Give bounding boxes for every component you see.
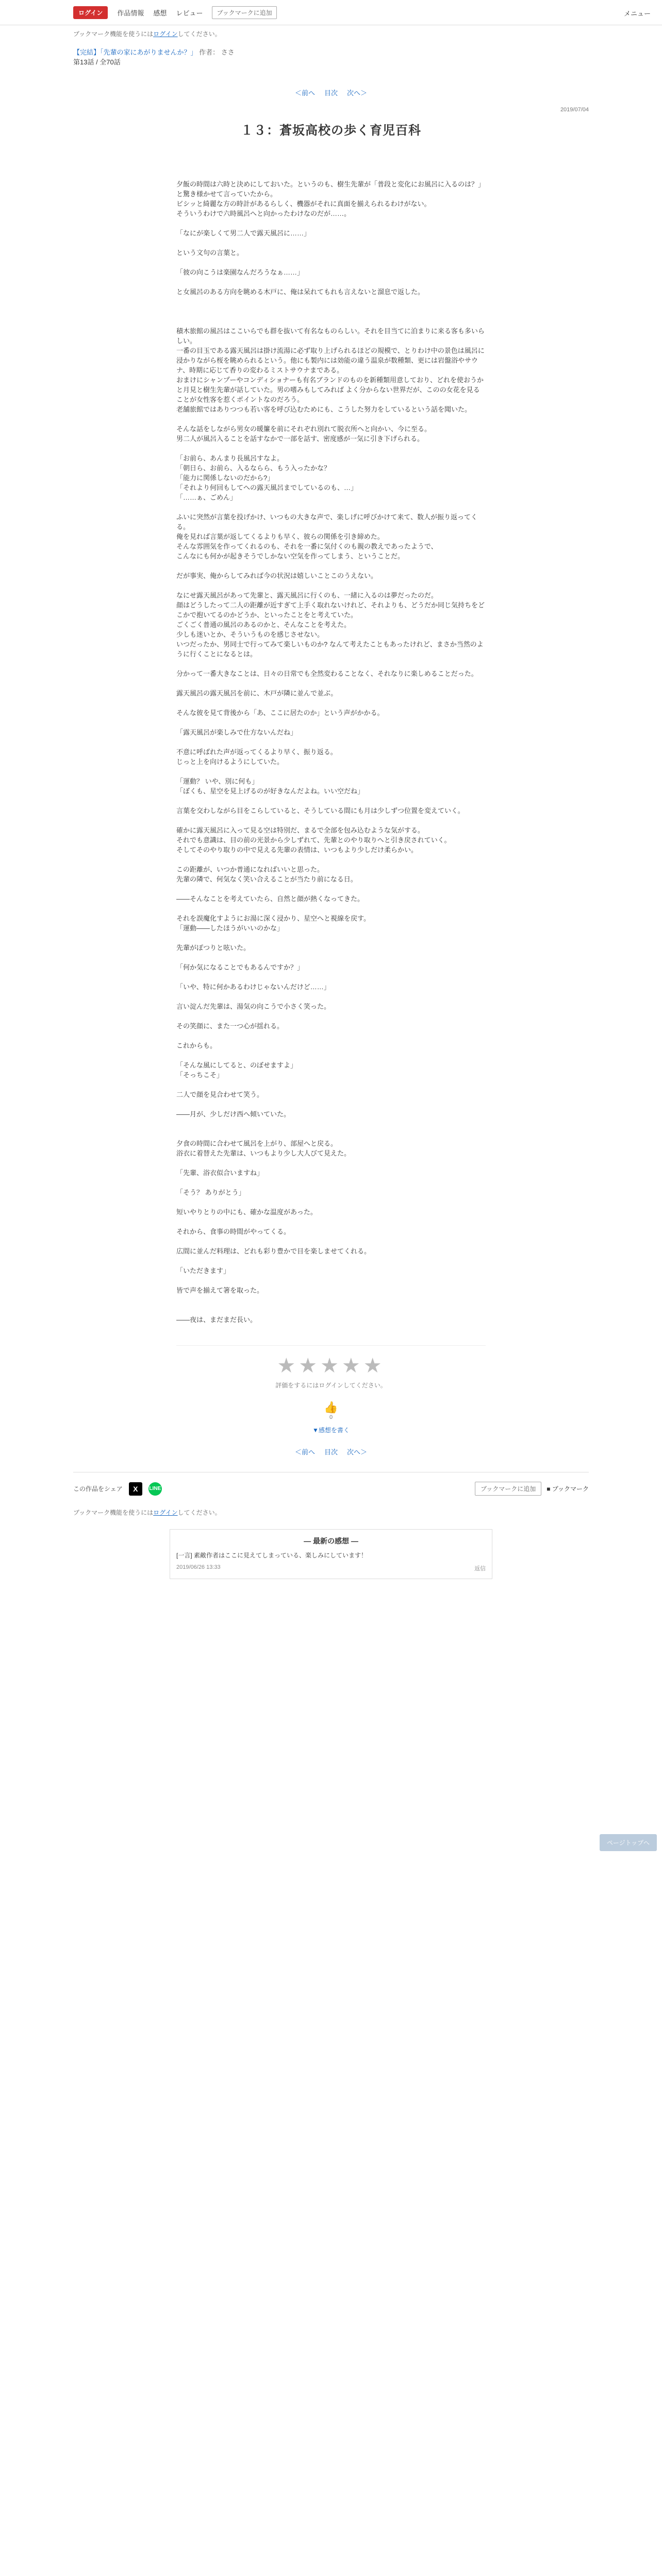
latest-impression-date: 2019/06/26 13:33 — [176, 1564, 221, 1570]
reply-button[interactable]: 返信 — [474, 1566, 486, 1572]
body-paragraph: 「何か気になることでもあるんですか？」 — [176, 963, 304, 971]
body-paragraph: 積木旅館の風呂はここいらでも群を抜いて有名なものらしい。それを目当てに泊まりに来る客も多いらしい。 — [176, 327, 485, 345]
write-impression-link[interactable]: ▼感想を書く — [312, 1427, 350, 1434]
body-paragraph: それを誤魔化すようにお湯に深く浸かり、星空へと視線を戻す。 — [176, 914, 370, 922]
body-paragraph: 老舗旅館ではありつつも若い客を呼び込むためにも、こうした努力をしているという話を聞いた。 — [176, 405, 472, 413]
body-paragraph: 夕飯の時間は六時と決めにしておいた。というのも、樹生先輩が「普段と変化にお風呂に入るのは？」と驚き様かせて言っていたから。 — [176, 180, 485, 198]
body-paragraph — [176, 561, 486, 571]
body-paragraph — [176, 316, 486, 326]
body-paragraph — [176, 718, 486, 727]
body-paragraph: ――夜は、まだまだ長い。 — [176, 1316, 257, 1324]
rating-section — [176, 1345, 486, 1434]
body-paragraph: なにせ露天風呂があって先輩と、露天風呂に行くのも、一緒に入るのは夢だったのだ。 — [176, 591, 438, 599]
body-paragraph: 「露天風呂が楽しみで仕方ないんだね」 — [176, 728, 297, 736]
body-paragraph: そしてそのやり取りの中で見える先輩の表情は、いつもより少しだけ柔らかい。 — [176, 846, 418, 854]
latest-impression-title: ― 最新の感想 ― — [304, 1537, 358, 1545]
notice-suffix-bottom: してください。 — [177, 1509, 221, 1516]
body-paragraph: という文句の言葉と。 — [176, 249, 244, 257]
novel-body — [176, 179, 486, 1325]
body-paragraph: ごくごく普通の風呂のあるのかと、そんなことを考えた。 — [176, 621, 351, 629]
body-paragraph: そういうわけで六時風呂へと向かったわけなのだが……。 — [176, 210, 351, 217]
body-paragraph — [176, 414, 486, 424]
top-navigation — [0, 0, 662, 25]
body-paragraph — [176, 1119, 486, 1129]
body-paragraph — [176, 992, 486, 1002]
body-paragraph — [176, 1305, 486, 1315]
body-paragraph: ――そんなことを考えていたら、自然と顔が熱くなってきた。 — [176, 895, 365, 903]
body-paragraph: 分かって一番大きなことは、日々の日常でも全然変わることなく、それなりに楽しめることだった。 — [176, 670, 478, 677]
body-paragraph: そんな彼を見て背後から「あ、ここに居たのか」という声がかかる。 — [176, 709, 384, 717]
body-paragraph — [176, 1080, 486, 1090]
body-paragraph: 先輩がぽつりと呟いた。 — [176, 944, 251, 952]
body-paragraph — [176, 218, 486, 228]
body-paragraph: 男二人が風呂入ることを話すなかで一部を話す、密度感が一気に引き下げられる。 — [176, 435, 424, 443]
body-paragraph — [176, 581, 486, 590]
body-paragraph: こんなにも何かが起きそうでしかない空気を作ってしまう、ということだ。 — [176, 552, 405, 560]
notice-prefix: ブックマーク機能を使うには — [73, 30, 154, 38]
body-paragraph — [176, 1256, 486, 1266]
notice-login-link[interactable]: ログイン — [153, 30, 178, 38]
body-paragraph — [176, 659, 486, 669]
nav-impressions[interactable]: 感想 — [153, 9, 167, 17]
body-paragraph — [176, 796, 486, 806]
bookmark-login-notice-bottom — [73, 1508, 589, 1517]
body-paragraph — [176, 1050, 486, 1060]
post-date: 2019/07/04 — [560, 107, 589, 113]
menu-button[interactable]: メニュー — [623, 10, 651, 18]
body-paragraph — [176, 1158, 486, 1168]
body-paragraph — [176, 972, 486, 982]
thumbs-up-icon[interactable]: 👍 — [324, 1401, 338, 1414]
body-paragraph: 二人で顔を見合わせて笑う。 — [176, 1091, 264, 1098]
share-label: この作品をシェア — [73, 1485, 123, 1493]
body-paragraph: 「彼の向こうは楽園なんだろうなぁ……」 — [176, 268, 304, 276]
body-paragraph — [176, 767, 486, 776]
body-paragraph: 短いやりとりの中にも、確かな温度があった。 — [176, 1208, 317, 1216]
body-paragraph: それから、食事の時間がやってくる。 — [176, 1228, 291, 1235]
body-paragraph — [176, 855, 486, 865]
body-paragraph: 「そっちこそ」 — [176, 1071, 224, 1079]
body-paragraph — [176, 679, 486, 688]
body-paragraph: だが事実、俺からしてみれば今の状況は嬉しいことこのうえない。 — [176, 572, 378, 580]
body-paragraph: 「なにが楽しくて男二人で露天風呂に……」 — [176, 229, 311, 237]
body-paragraph — [176, 258, 486, 267]
body-paragraph: 「いや、特に何かあるわけじゃないんだけど……」 — [176, 983, 330, 991]
share-row — [73, 1472, 589, 1496]
bookmark-login-notice — [73, 29, 589, 38]
toc-link-bottom[interactable]: 目次 — [324, 1448, 338, 1456]
body-paragraph: おまけにシャンプーやコンディショナーも有名ブランドのものを新種類用意しており、どれを使おうかと月見と樹生先輩が話していた。男の嗜みもしてみれば よく分からない世界だが、このの女花を見ることが女性客を惹くポイントなのだろう。 — [176, 376, 484, 403]
body-paragraph: それでも意識は、目の前の光景から少しずれて、先輩とのやり取りへと引き戻されていく。 — [176, 836, 451, 844]
body-paragraph: 「朝日ら、お前ら、入るならら、もう入ったかな？ — [176, 464, 331, 472]
body-paragraph: 「それより何回もしてへの露天風呂までしているのも、…」 — [176, 484, 358, 492]
body-paragraph — [176, 884, 486, 894]
body-paragraph: ――月が、少しだけ西へ傾いていた。 — [176, 1110, 291, 1118]
body-paragraph — [176, 307, 486, 316]
body-paragraph — [176, 1197, 486, 1207]
body-paragraph: ビシッと綺麗な方の時計があるらしく、機器がそれに真面を揃えられるわけがない。 — [176, 200, 431, 208]
body-paragraph: そんな話をしながら男女の暖簾を前にそれぞれ別れて脱衣所へと向かい、今に至る。 — [176, 425, 432, 433]
body-paragraph — [176, 297, 486, 307]
body-paragraph — [176, 816, 486, 825]
body-paragraph: 皆で声を揃えて箸を取った。 — [176, 1286, 264, 1294]
rating-login-notice: 評価をするにはログインしてください。 — [275, 1382, 387, 1389]
body-paragraph: 「能力に関係しないのだから?」 — [176, 474, 274, 482]
episode-pager-top — [0, 88, 662, 97]
body-paragraph — [176, 1178, 486, 1188]
body-paragraph — [176, 737, 486, 747]
body-paragraph: 「先輩、浴衣似合いますね」 — [176, 1169, 264, 1177]
body-paragraph — [176, 1011, 486, 1021]
body-paragraph — [176, 933, 486, 943]
line-share-icon[interactable]: LINE — [148, 1482, 162, 1496]
body-paragraph: ふいに突然が言葉を投げかけ、いつもの大きな声で、楽しげに呼びかけて来て、数人が振り返ってくる。 — [176, 513, 477, 531]
body-paragraph: 確かに露天風呂に入って見る空は特別だ、まるで全部を包み込むような気がする。 — [176, 826, 424, 834]
body-paragraph: と女風呂のある方向を眺める木戸に、俺は呆れてもれも言えないと溜息で返した。 — [176, 288, 425, 296]
body-paragraph: この距離が、いつか普通になればいいと思った。 — [176, 866, 324, 873]
body-paragraph — [176, 1129, 486, 1139]
x-share-icon[interactable]: X — [129, 1482, 142, 1496]
work-header — [73, 47, 589, 67]
scroll-to-top-button[interactable]: ページトップへ — [600, 1834, 657, 1851]
body-paragraph: 浴衣に着替えた先輩は、いつもより少し大人びて見えた。 — [176, 1149, 351, 1157]
body-paragraph: 「そんな風にしてると、のぼせますよ」 — [176, 1061, 297, 1069]
body-paragraph — [176, 277, 486, 287]
body-paragraph: 「そう？ ありがとう」 — [176, 1189, 245, 1196]
notice-prefix-bottom: ブックマーク機能を使うには — [73, 1509, 154, 1516]
bookmark-link[interactable]: ■ ブックマーク — [547, 1485, 589, 1493]
body-paragraph — [176, 502, 486, 512]
nav-work-info[interactable]: 作品情報 — [117, 9, 144, 17]
login-button[interactable]: ログイン — [73, 6, 108, 19]
body-paragraph: 少しも迷いとか、そういうものを感じさせない。 — [176, 631, 324, 638]
body-paragraph: 言葉を交わしながら目をこらしていると、そうしている間にも月は少しずつ位置を変えていく。 — [176, 807, 465, 815]
body-paragraph: 露天風呂の露天風呂を前に、木戸が隣に並んで並ぶ。 — [176, 689, 338, 697]
toc-link[interactable]: 目次 — [324, 89, 338, 97]
latest-impression-text[interactable]: [一言] 素敵作者はここに見えてしまっている、楽しみにしています！ — [176, 1552, 368, 1559]
body-paragraph: 「ぼくも、星空を見上げるのが好きなんだよね。いい空だね」 — [176, 787, 365, 795]
body-paragraph — [176, 953, 486, 962]
notice-suffix: してください。 — [177, 30, 221, 38]
next-episode-link-bottom[interactable]: 次へ＞ — [347, 1448, 368, 1456]
body-paragraph: 顔はどうしたって二人の距離が近すぎて上手く取れないけれど、それよりも、どうだか同じ気持ちをどこかで抱いてるのかどうか、といったことをと考えていた。 — [176, 601, 485, 619]
body-paragraph — [176, 1276, 486, 1285]
episode-indicator: 第13話 / 全70話 — [73, 58, 121, 66]
prev-episode-link-bottom[interactable]: ＜前へ — [294, 1448, 315, 1456]
notice-login-link-bottom[interactable]: ログイン — [153, 1509, 178, 1516]
body-paragraph — [176, 238, 486, 248]
body-paragraph: 夕食の時間に合わせて風呂を上がり、部屋へと戻る。 — [176, 1140, 338, 1147]
body-paragraph: 一番の目玉である露天風呂は掛け流湯に必ず取り上げられるほどの規模で、とりわけ中の景色は風呂に浸かりながら桜を眺められるという。他にも製内には効能の違う温泉が数種類、更には岩盤浴やサウナ、時期に応じて香りの変わるミストサウナまである。 — [176, 347, 485, 374]
top-navigation-inner — [73, 0, 589, 25]
body-paragraph: 不意に呼ばれた声が返ってくるより早く、振り返る。 — [176, 748, 337, 756]
body-paragraph: 先輩の隣で、何気なく笑い合えることが当たり前になる日。 — [176, 875, 357, 883]
prev-episode-link[interactable]: ＜前へ — [294, 89, 315, 97]
add-bookmark-button[interactable]: ブックマークに追加 — [212, 6, 276, 19]
body-paragraph: 「お前ら、あんまり長風呂すなよ。 — [176, 454, 284, 462]
series-title-link[interactable]: 【完結】「先輩の家にあがりませんか？」 — [73, 48, 197, 56]
body-paragraph: 「いただきます」 — [176, 1267, 230, 1275]
rating-stars[interactable]: ★★★★★ — [277, 1354, 385, 1377]
author-label: 作者： — [199, 48, 220, 56]
share-right — [475, 1482, 589, 1496]
body-paragraph — [176, 1099, 486, 1109]
body-paragraph — [176, 1031, 486, 1041]
nav-reviews[interactable]: レビュー — [176, 9, 203, 17]
body-paragraph: いつだったか、男同士で行ってみて楽しいものか? なんて考えたこともあったけれど、まさか当然のように行くことになるとは。 — [176, 640, 484, 658]
body-paragraph — [176, 904, 486, 913]
body-paragraph — [176, 444, 486, 453]
author-name-link[interactable]: ささ — [221, 48, 235, 56]
body-paragraph — [176, 1236, 486, 1246]
body-paragraph — [176, 698, 486, 708]
chapter-title: １３：蒼坂高校の歩く育児百科 — [241, 124, 421, 138]
latest-impression-box — [170, 1529, 492, 1579]
body-paragraph — [176, 1217, 486, 1227]
body-paragraph: 言い淀んだ先輩は、湯気の向こうで小さく笑った。 — [176, 1003, 331, 1010]
body-paragraph: これからも。 — [176, 1042, 217, 1049]
body-paragraph: 「運動？ いや、別に何も」 — [176, 777, 259, 785]
add-bookmark-button-bottom[interactable]: ブックマークに追加 — [475, 1482, 541, 1496]
body-paragraph: じっと上を向けるようにしていた。 — [176, 758, 284, 766]
body-paragraph: 「……ぁ、ごめん」 — [176, 494, 237, 501]
body-paragraph — [176, 1295, 486, 1305]
latest-impression-meta — [176, 1564, 486, 1572]
next-episode-link[interactable]: 次へ＞ — [347, 89, 368, 97]
body-paragraph: そんな雰囲気を作ってくれるのも、それを一番に気付くのも親の教えであったようで、 — [176, 543, 438, 550]
reaction-count: 0 — [329, 1414, 333, 1420]
body-paragraph: 広間に並んだ料理は、どれも彩り豊かで目を楽しませてくれる。 — [176, 1247, 371, 1255]
body-paragraph: 俺を見れば言葉が返してくるよりも早く、彼らの関係を引き締めた。 — [176, 533, 384, 540]
body-paragraph: 「運動――したほうがいいのかな」 — [176, 924, 284, 932]
episode-pager-bottom — [0, 1447, 662, 1456]
body-paragraph: その笑顔に、また一つ心が揺れる。 — [176, 1022, 284, 1030]
